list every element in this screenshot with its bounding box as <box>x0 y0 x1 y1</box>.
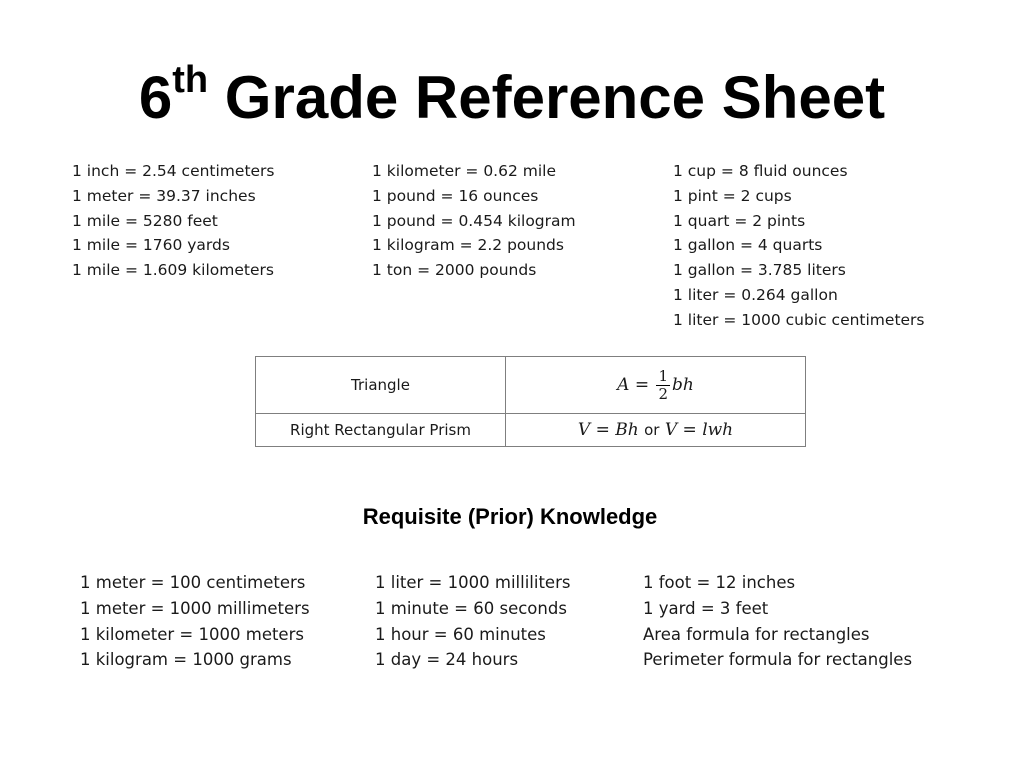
conversion-item: 1 gallon = 4 quarts <box>673 236 823 255</box>
conversion-item: 1 ton = 2000 pounds <box>372 261 537 280</box>
conversion-item: 1 mile = 5280 feet <box>72 211 218 230</box>
shape-label-triangle: Triangle <box>256 357 506 414</box>
prior-item: 1 meter = 100 centimeters <box>80 573 306 592</box>
formula-symbol: lwh <box>702 420 734 440</box>
equals-sign: = <box>682 420 697 440</box>
triangle-area-formula <box>506 357 806 414</box>
conversion-item: 1 liter = 0.264 gallon <box>673 285 838 304</box>
prior-item: 1 minute = 60 seconds <box>375 598 567 618</box>
formula-symbol: A <box>617 374 630 395</box>
or-word: or <box>644 421 660 439</box>
prior-item: 1 liter = 1000 milliliters <box>375 573 571 592</box>
prior-item: 1 hour = 60 minutes <box>375 624 546 644</box>
prior-time-volume-list <box>375 570 570 673</box>
length-conversions-list <box>72 159 275 283</box>
fraction-denominator: 2 <box>658 384 669 403</box>
conversion-item: 1 liter = 1000 cubic centimeters <box>673 310 925 329</box>
conversion-item: 1 kilometer = 0.62 mile <box>372 162 557 180</box>
equals-sign: = <box>634 374 650 395</box>
prior-customary-list <box>643 570 912 673</box>
conversion-item: 1 mile = 1760 yards <box>72 236 230 255</box>
prism-volume-formula <box>506 414 806 447</box>
prior-item: 1 day = 24 hours <box>375 650 519 670</box>
formula-row-prism <box>256 414 806 447</box>
mass-conversions-list <box>372 159 576 283</box>
shape-label-prism: Right Rectangular Prism <box>256 414 506 447</box>
formula-symbol: Bh <box>615 420 639 440</box>
formula-row-triangle <box>256 357 806 414</box>
prior-item: Perimeter formula for rectangles <box>643 650 913 670</box>
conversion-item: 1 pound = 0.454 kilogram <box>372 211 576 230</box>
title-number: 6 <box>138 64 173 131</box>
conversion-item: 1 inch = 2.54 centimeters <box>72 162 275 180</box>
conversion-item: 1 cup = 8 fluid ounces <box>673 162 848 180</box>
prior-item: 1 kilogram = 1000 grams <box>80 650 292 670</box>
page-title <box>0 58 1024 138</box>
formula-symbol: V <box>664 420 678 440</box>
title-superscript: th <box>172 59 209 101</box>
prior-knowledge-heading: Requisite (Prior) Knowledge <box>362 504 658 529</box>
formula-symbol: bh <box>672 374 694 395</box>
prior-item: Area formula for rectangles <box>643 624 870 644</box>
title-rest: Grade Reference Sheet <box>208 64 886 131</box>
conversion-item: 1 meter = 39.37 inches <box>72 186 256 205</box>
prior-metric-list <box>80 570 310 673</box>
conversion-item: 1 pint = 2 cups <box>673 186 792 205</box>
conversion-item: 1 gallon = 3.785 liters <box>673 261 846 280</box>
conversion-item: 1 pound = 16 ounces <box>372 186 539 205</box>
formula-symbol: V <box>577 420 591 440</box>
conversion-item: 1 kilogram = 2.2 pounds <box>372 236 564 255</box>
fraction-one-half <box>656 368 670 403</box>
prior-item: 1 kilometer = 1000 meters <box>80 624 304 644</box>
equals-sign: = <box>595 420 610 440</box>
conversion-item: 1 quart = 2 pints <box>673 211 806 230</box>
prior-item: 1 yard = 3 feet <box>643 598 769 618</box>
prior-item: 1 foot = 12 inches <box>643 573 796 592</box>
fraction-numerator: 1 <box>658 366 669 385</box>
conversion-item: 1 mile = 1.609 kilometers <box>72 261 274 280</box>
volume-conversions-list <box>673 159 925 333</box>
formula-table <box>255 356 806 447</box>
prior-item: 1 meter = 1000 millimeters <box>80 598 310 618</box>
